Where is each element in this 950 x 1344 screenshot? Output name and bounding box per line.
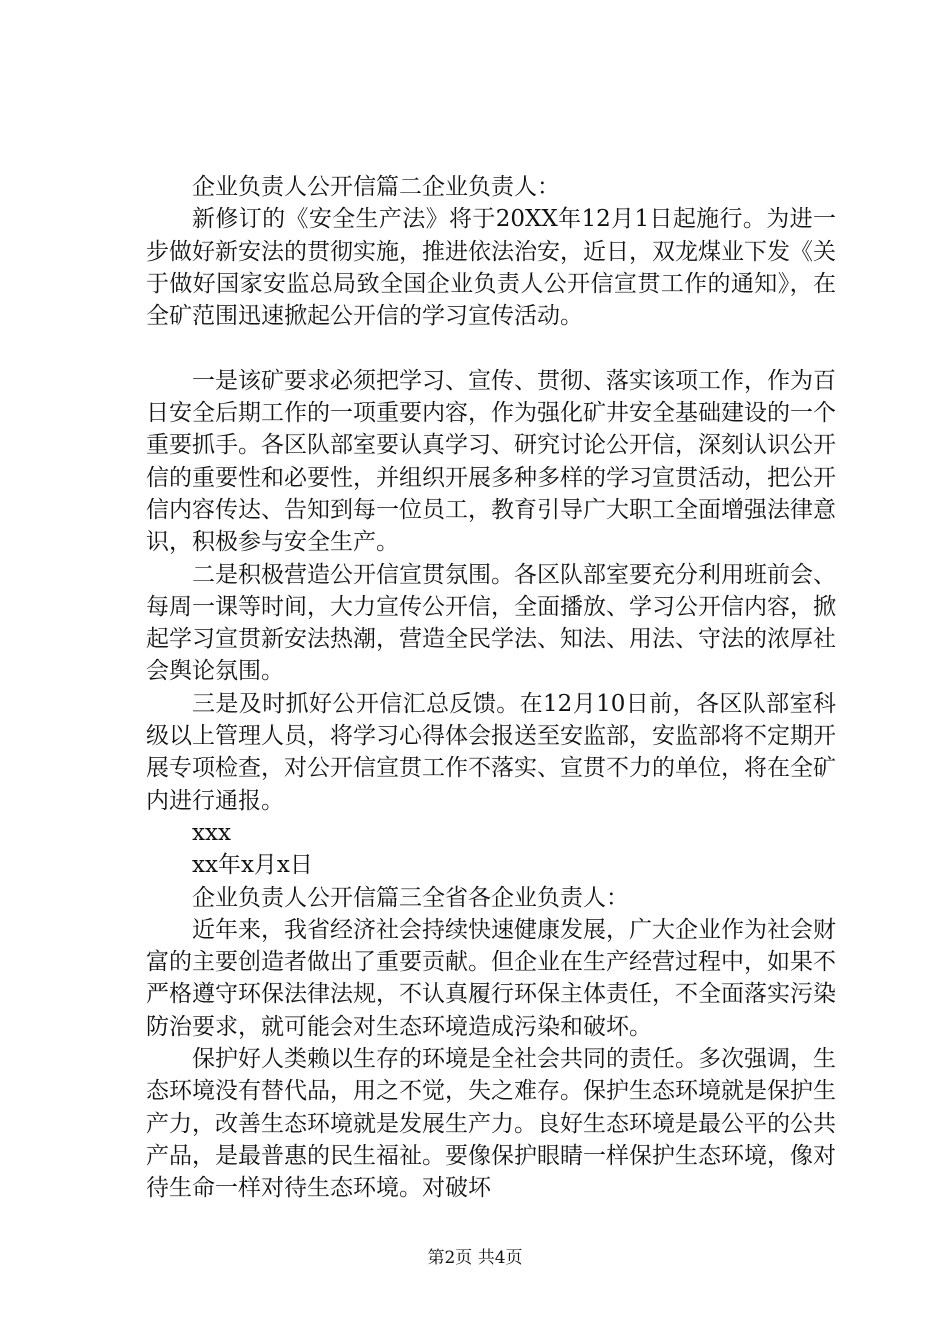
page-footer: 第2页 共4页 [427,1248,523,1268]
paragraph: 二是积极营造公开信宣贯氛围。各区队部室要充分利用班前会、每周一课等时间，大力宣传公开信，全面播放、学习公开信内容，掀起学习宣贯新安法热潮，营造全民学法、知法、用法、守法的浓厚社会舆论氛围。 [146,561,836,685]
signature: xxx [192,819,231,846]
section-heading: 企业负责人公开信篇三全省各企业负责人： [192,884,629,911]
paragraph: 新修订的《安全生产法》将于20XX年12月1日起施行。为进一步做好新安法的贯彻实施，推进依法治安，近日，双龙煤业下发《关于做好国家安监总局致全国企业负责人公开信宣贯工作的通知》，在全矿范围迅速掀起公开信的学习宣传活动。 [146,206,836,330]
date-line: xx年x月x日 [192,852,313,879]
paragraph: 三是及时抓好公开信汇总反馈。在12月10日前，各区队部室科级以上管理人员，将学习心得体会报送至安监部，安监部将不定期开展专项检查，对公开信宣贯工作不落实、宣贯不力的单位，将在全矿内进行通报。 [146,690,836,814]
paragraph: 保护好人类赖以生存的环境是全社会共同的责任。多次强调，生态环境没有替代品，用之不觉，失之难存。保护生态环境就是保护生产力，改善生态环境就是发展生产力。良好生态环境是最公平的公共产品，是最普惠的民生福祉。要像保护眼睛一样保护生态环境，像对待生命一样对待生态环境。对破坏 [146,1046,836,1202]
paragraph: 一是该矿要求必须把学习、宣传、贯彻、落实该项工作，作为百日安全后期工作的一项重要内容，作为强化矿井安全基础建设的一个重要抓手。各区队部室要认真学习、研究讨论公开信，深刻认识公开信的重要性和必要性，并组织开展多种多样的学习宣贯活动，把公开信内容传达、告知到每一位员工，教育引导广大职工全面增强法律意识，积极参与安全生产。 [146,367,836,556]
paragraph: 近年来，我省经济社会持续快速健康发展，广大企业作为社会财富的主要创造者做出了重要贡献。但企业在生产经营过程中，如果不严格遵守环保法律法规，不认真履行环保主体责任，不全面落实污染防治要求，就可能会对生态环境造成污染和破坏。 [146,916,836,1040]
section-heading: 企业负责人公开信篇二企业负责人： [192,174,560,200]
document-body [146,171,836,1205]
